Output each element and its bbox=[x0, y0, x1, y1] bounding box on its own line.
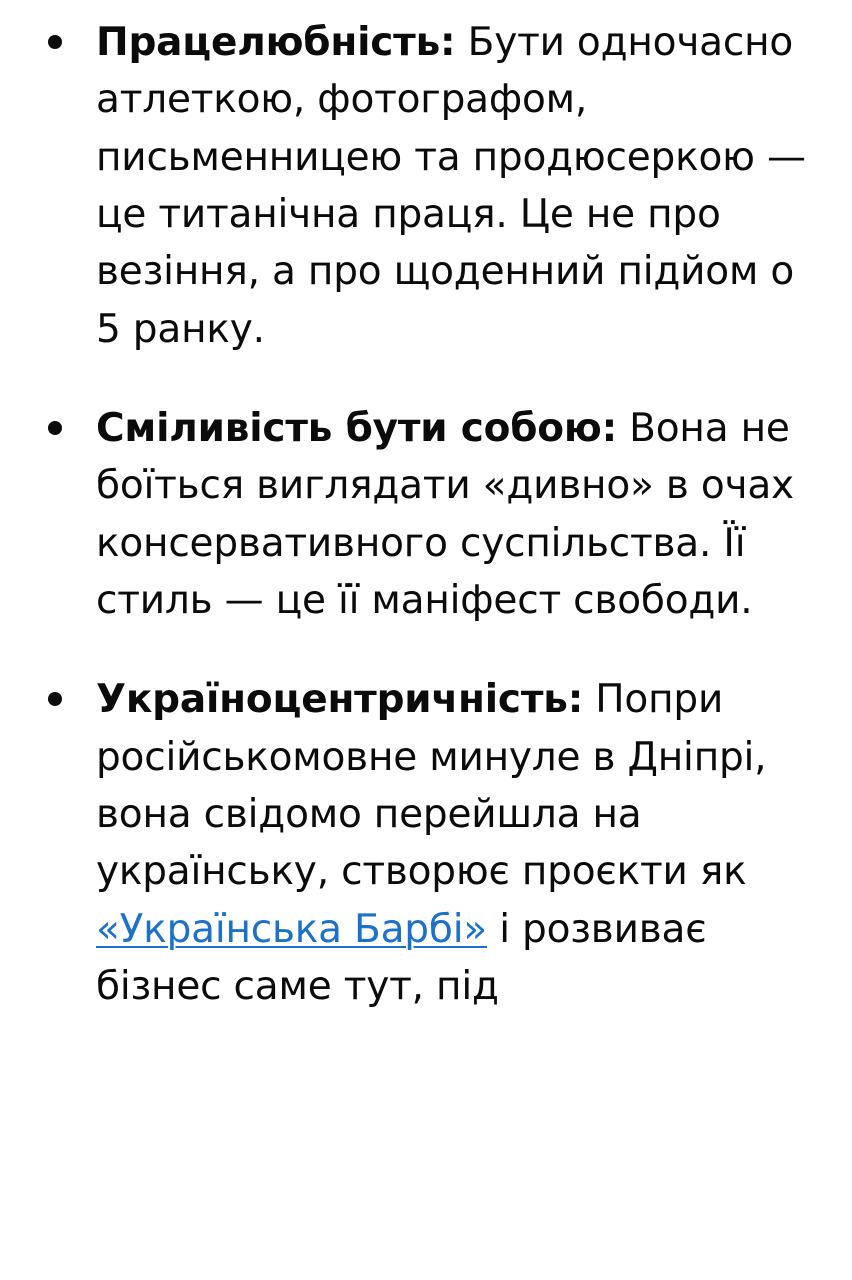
list-item-lead: Працелюбність: bbox=[96, 20, 456, 65]
list-item-text: Бути одночасно атлеткою, фотографом, письменницею та продюсеркою — це титанічна праця. Це не про везіння, а про щоденний підйом о 5 ранку. bbox=[96, 20, 806, 352]
bullet-dot-icon bbox=[48, 692, 62, 706]
list-item-text: Вона не боїться виглядати «дивно» в очах консервативного суспільства. Її стиль — це її маніфест свободи. bbox=[96, 405, 794, 623]
list-item-lead: Україноцентричність: bbox=[96, 677, 584, 723]
bullet-dot-icon bbox=[48, 35, 62, 49]
bullet-dot-icon bbox=[48, 421, 62, 435]
list-item bbox=[28, 14, 812, 358]
list-item-text-after-link: і розвиває бізнес саме тут, під bbox=[96, 906, 707, 1009]
list-item-lead: Сміливість бути собою: bbox=[96, 405, 617, 451]
list-item-text-before-link: Попри російськомовне минуле в Дніпрі, вона свідомо перейшла на українську, створює проєкти як bbox=[96, 677, 767, 895]
ukrainian-barbie-link[interactable]: «Українська Барбі» bbox=[96, 906, 488, 952]
bullet-list bbox=[28, 14, 812, 1015]
list-item bbox=[28, 671, 812, 1015]
list-item bbox=[28, 400, 812, 629]
